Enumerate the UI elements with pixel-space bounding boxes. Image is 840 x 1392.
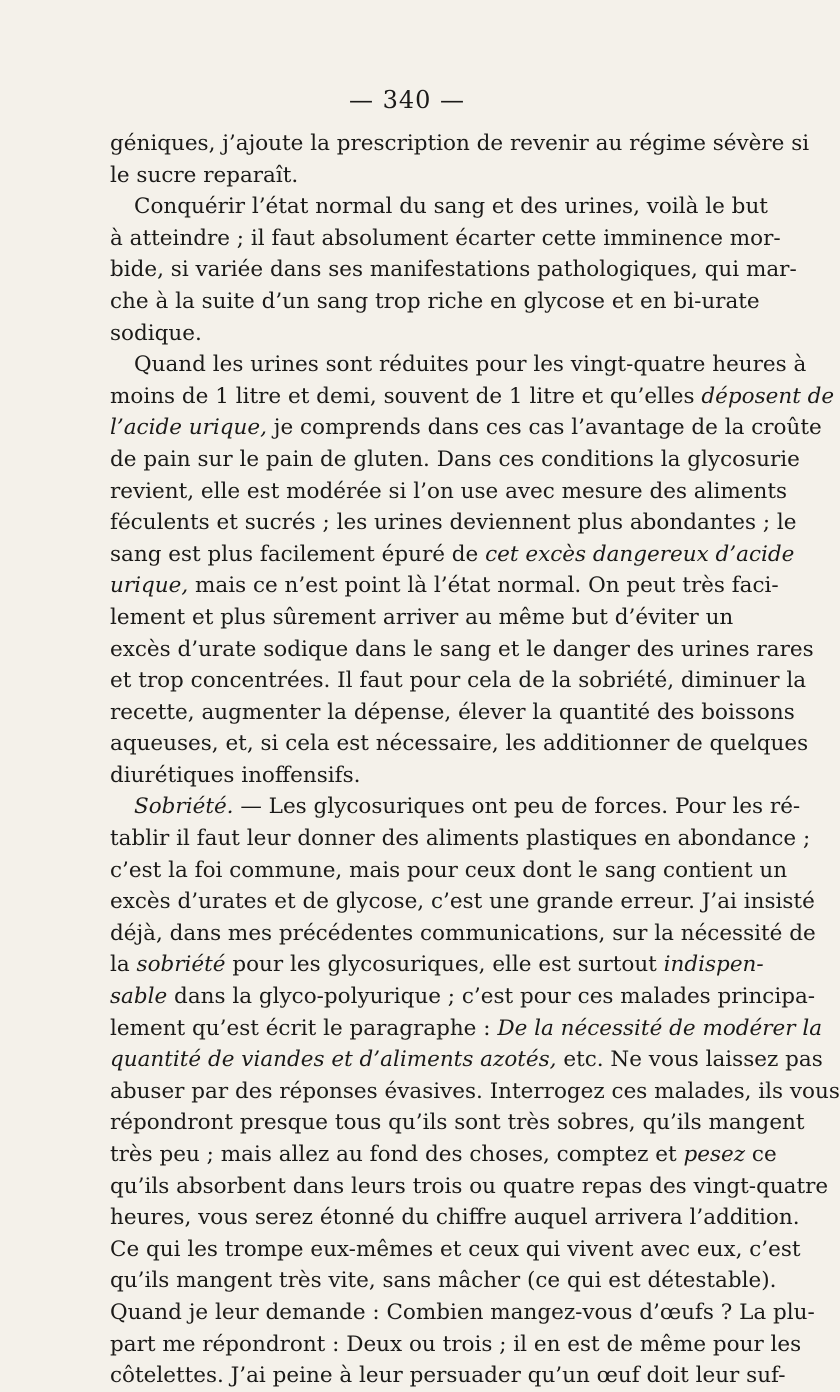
text-line: [110, 1107, 805, 1139]
text-line: [110, 1044, 823, 1076]
text-line: [110, 1139, 777, 1171]
text-segment: lement et plus sûrement arriver au même but d’éviter un: [110, 604, 734, 630]
text-segment: aqueuses, et, si cela est nécessaire, les additionner de quelques: [110, 731, 809, 757]
text-line: [110, 855, 788, 887]
text-line: [110, 444, 800, 476]
italic-segment: pesez: [683, 1142, 746, 1167]
text-segment: lement qu’est écrit le paragraphe :: [110, 1015, 498, 1041]
text-segment: pour les glycosuriques, elle est surtout: [225, 952, 664, 978]
text-line: [110, 981, 816, 1013]
text-line: [110, 1076, 840, 1108]
text-segment: déjà, dans mes précédentes communications, sur la nécessité de: [110, 920, 816, 946]
italic-segment: cet excès dangereux d’acide: [485, 541, 795, 567]
text-segment: mais ce n’est point là l’état normal. On peut très faci-: [188, 573, 779, 599]
text-line: [110, 1171, 829, 1203]
text-line: [110, 918, 816, 950]
text-segment: che à la suite d’un sang trop riche en glycose et en bi-urate: [110, 288, 760, 314]
text-segment: la: [110, 952, 137, 978]
text-segment: c’est la foi commune, mais pour ceux dont le sang contient un: [110, 857, 788, 883]
text-segment: répondront presque tous qu’ils sont très sobres, qu’ils mangent: [110, 1110, 805, 1136]
text-segment: — Les glycosuriques ont peu de forces. Pour les ré-: [233, 794, 801, 820]
text-body: [110, 128, 840, 1392]
text-line: [110, 476, 788, 508]
text-segment: etc. Ne vous laissez pas: [556, 1047, 823, 1073]
text-segment: sang est plus facilement épuré de: [110, 541, 486, 567]
text-line: [110, 128, 810, 160]
text-segment: géniques, j’ajoute la prescription de revenir au régime sévère si: [110, 131, 810, 156]
paragraph: [110, 191, 797, 349]
text-segment: dans la glyco-polyurique ; c’est pour ces malades principa-: [167, 984, 816, 1010]
italic-segment: indispen-: [663, 952, 764, 978]
paragraph: [110, 128, 810, 191]
text-line: [110, 539, 795, 571]
text-line: [110, 1360, 786, 1392]
text-line: [110, 728, 809, 760]
text-segment: excès d’urate sodique dans le sang et le danger des urines rares: [110, 636, 814, 662]
text-segment: et trop concentrées. Il faut pour cela de la sobriété, diminuer la: [110, 668, 807, 694]
text-segment: abuser par des réponses évasives. Interrogez ces malades, ils vous: [110, 1078, 840, 1104]
text-line: [110, 886, 815, 918]
italic-segment: De la nécessité de modérer la: [497, 1015, 823, 1041]
text-line: [110, 1234, 801, 1266]
text-segment: qu’ils absorbent dans leurs trois ou quatre repas des vingt-quatre: [110, 1173, 829, 1199]
text-segment: Ce qui les trompe eux-mêmes et ceux qui vivent avec eux, c’est: [110, 1236, 801, 1262]
text-line: [110, 697, 795, 729]
text-segment: heures, vous serez étonné du chiffre auquel arrivera l’addition.: [110, 1205, 800, 1231]
text-segment: je comprends dans ces cas l’avantage de la croûte: [266, 415, 822, 441]
text-segment: bide, si variée dans ses manifestations pathologiques, qui mar-: [110, 257, 797, 283]
text-segment: Quand les urines sont réduites pour les vingt-quatre heures à: [134, 352, 807, 378]
text-segment: excès d’urates et de glycose, c’est une grande erreur. J’ai insisté: [110, 889, 815, 915]
text-segment: part me répondront : Deux ou trois ; il en est de même pour les: [110, 1331, 802, 1357]
text-line: [110, 412, 822, 444]
italic-segment: quantité de viandes et d’aliments azotés,: [110, 1047, 557, 1073]
text-line: [110, 381, 835, 413]
page-number: — 340 —: [348, 86, 466, 114]
text-segment: très peu ; mais allez au fond des choses, comptez et: [110, 1142, 684, 1167]
text-line: [110, 1297, 815, 1329]
text-line: [110, 949, 764, 981]
text-line: [110, 1202, 800, 1234]
text-segment: Quand je leur demande : Combien mangez-vous d’œufs ? La plu-: [110, 1299, 815, 1325]
text-line: [110, 318, 704, 350]
text-line: [110, 823, 811, 855]
italic-segment: l’acide urique,: [110, 415, 267, 441]
italic-segment: Sobriété.: [134, 794, 234, 820]
text-line: [110, 634, 814, 666]
text-line: [110, 665, 807, 697]
text-segment: sodique.: [110, 320, 202, 346]
text-segment: féculents et sucrés ; les urines deviennent plus abondantes ; le: [110, 510, 797, 536]
text-line: [110, 160, 704, 192]
paragraph: [110, 791, 840, 1391]
text-segment: tablir il faut leur donner des aliments plastiques en abondance ;: [110, 826, 811, 852]
text-line: [110, 254, 797, 286]
text-line: [110, 570, 779, 602]
italic-segment: déposent de: [701, 383, 835, 409]
text-segment: Conquérir l’état normal du sang et des urines, voilà le but: [134, 194, 768, 220]
text-segment: de pain sur le pain de gluten. Dans ces conditions la glycosurie: [110, 446, 800, 472]
text-segment: qu’ils mangent très vite, sans mâcher (ce qui est détestable).: [110, 1268, 777, 1294]
text-line: [110, 760, 704, 792]
text-line: [110, 223, 781, 255]
text-segment: à atteindre ; il faut absolument écarter cette imminence mor-: [110, 225, 781, 251]
italic-segment: sobriété: [136, 952, 226, 978]
text-line: [110, 1265, 777, 1297]
text-segment: diurétiques inoffensifs.: [110, 762, 361, 788]
text-line: [110, 349, 807, 381]
text-line: [110, 507, 797, 539]
text-line: [110, 1013, 823, 1045]
text-segment: recette, augmenter la dépense, élever la quantité des boissons: [110, 699, 795, 725]
italic-segment: urique,: [110, 573, 189, 599]
text-line: [110, 1329, 802, 1361]
text-segment: ce: [745, 1142, 777, 1167]
text-line: [110, 791, 801, 823]
italic-segment: sable: [110, 984, 168, 1010]
text-line: [110, 191, 768, 223]
text-segment: revient, elle est modérée si l’on use avec mesure des aliments: [110, 478, 788, 504]
text-line: [110, 286, 760, 318]
paragraph: [110, 349, 835, 791]
text-line: [110, 602, 734, 634]
text-segment: côtelettes. J’ai peine à leur persuader qu’un œuf doit leur suf-: [110, 1363, 786, 1389]
text-segment: moins de 1 litre et demi, souvent de 1 litre et qu’elles: [110, 383, 702, 409]
text-segment: le sucre reparaît.: [110, 162, 299, 188]
